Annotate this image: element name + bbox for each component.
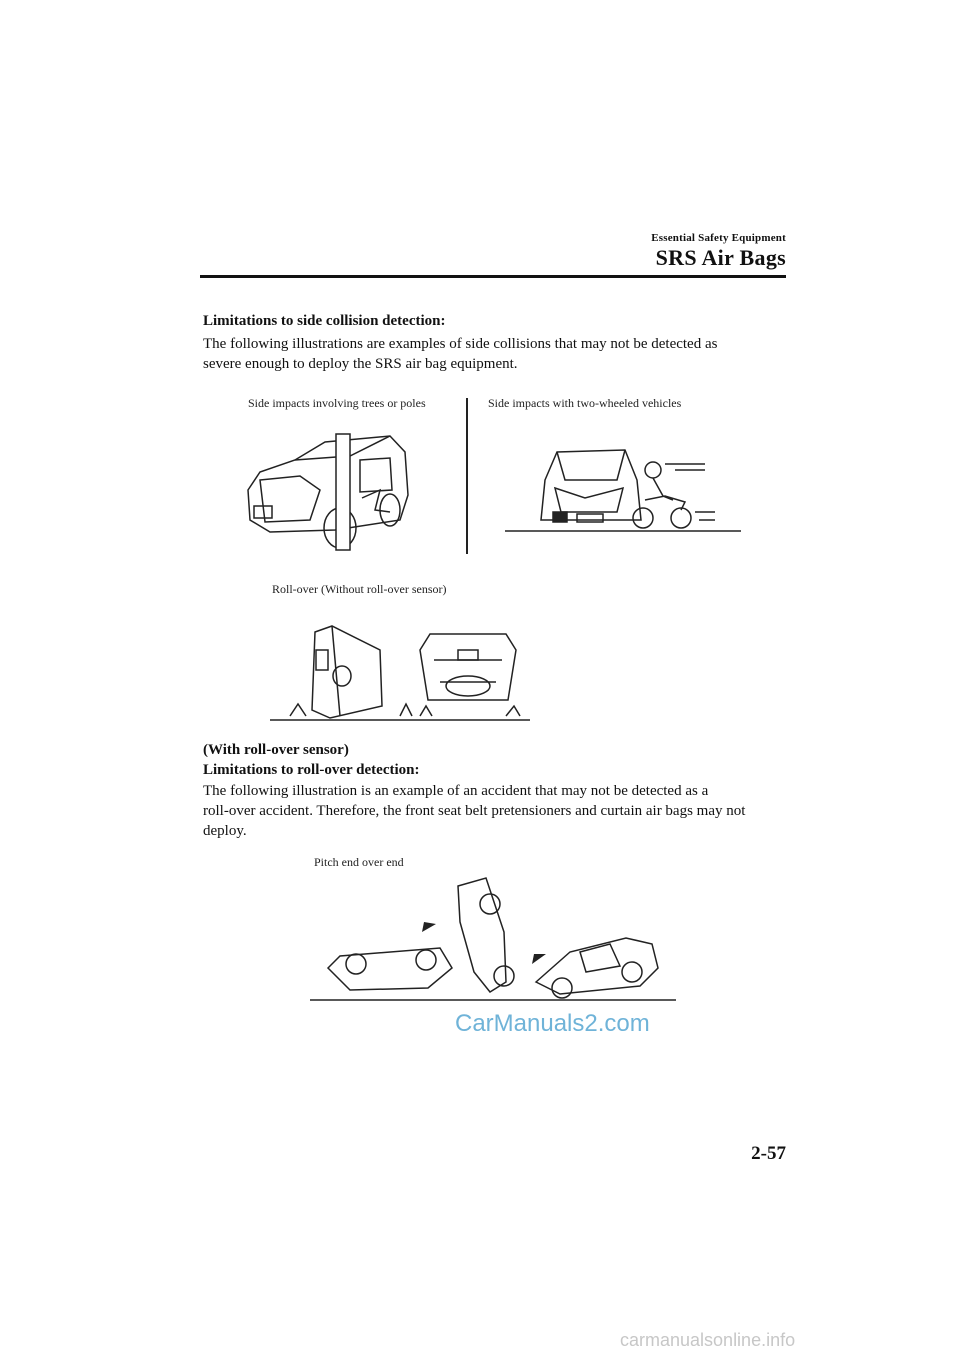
section-header: Essential Safety Equipment xyxy=(651,232,786,244)
caption-pole-impact: Side impacts involving trees or poles xyxy=(248,396,426,410)
illustration-divider xyxy=(466,398,468,554)
pole-impact-illustration xyxy=(240,420,470,560)
header-rule xyxy=(200,275,786,278)
caption-two-wheel-impact: Side impacts with two-wheeled vehicles xyxy=(488,396,682,410)
rollover-body-line3: deploy. xyxy=(203,823,247,839)
rollover-illustration xyxy=(270,620,532,726)
pitch-illustration xyxy=(310,872,678,1004)
side-collision-heading: Limitations to side collision detection: xyxy=(203,313,446,329)
carmanuals-watermark: CarManuals2.com xyxy=(455,1010,650,1037)
caption-rollover: Roll-over (Without roll-over sensor) xyxy=(272,582,447,596)
two-wheel-impact-illustration xyxy=(505,440,745,540)
caption-pitch: Pitch end over end xyxy=(314,855,404,869)
page-number: 2-57 xyxy=(751,1143,786,1164)
rollover-body-line1: The following illustration is an example of an accident that may not be detected as a xyxy=(203,783,709,799)
footer-watermark: carmanualsonline.info xyxy=(620,1330,796,1350)
sensor-note: (With roll-over sensor) xyxy=(203,742,349,758)
rollover-body-line2: roll-over accident. Therefore, the front seat belt pretensioners and curtain air bags may not xyxy=(203,803,746,819)
rollover-heading: Limitations to roll-over detection: xyxy=(203,762,420,778)
side-collision-body-line1: The following illustrations are examples of side collisions that may not be detected as xyxy=(203,336,718,352)
side-collision-body-line2: severe enough to deploy the SRS air bag equipment. xyxy=(203,356,518,372)
chapter-title: SRS Air Bags xyxy=(655,245,786,270)
